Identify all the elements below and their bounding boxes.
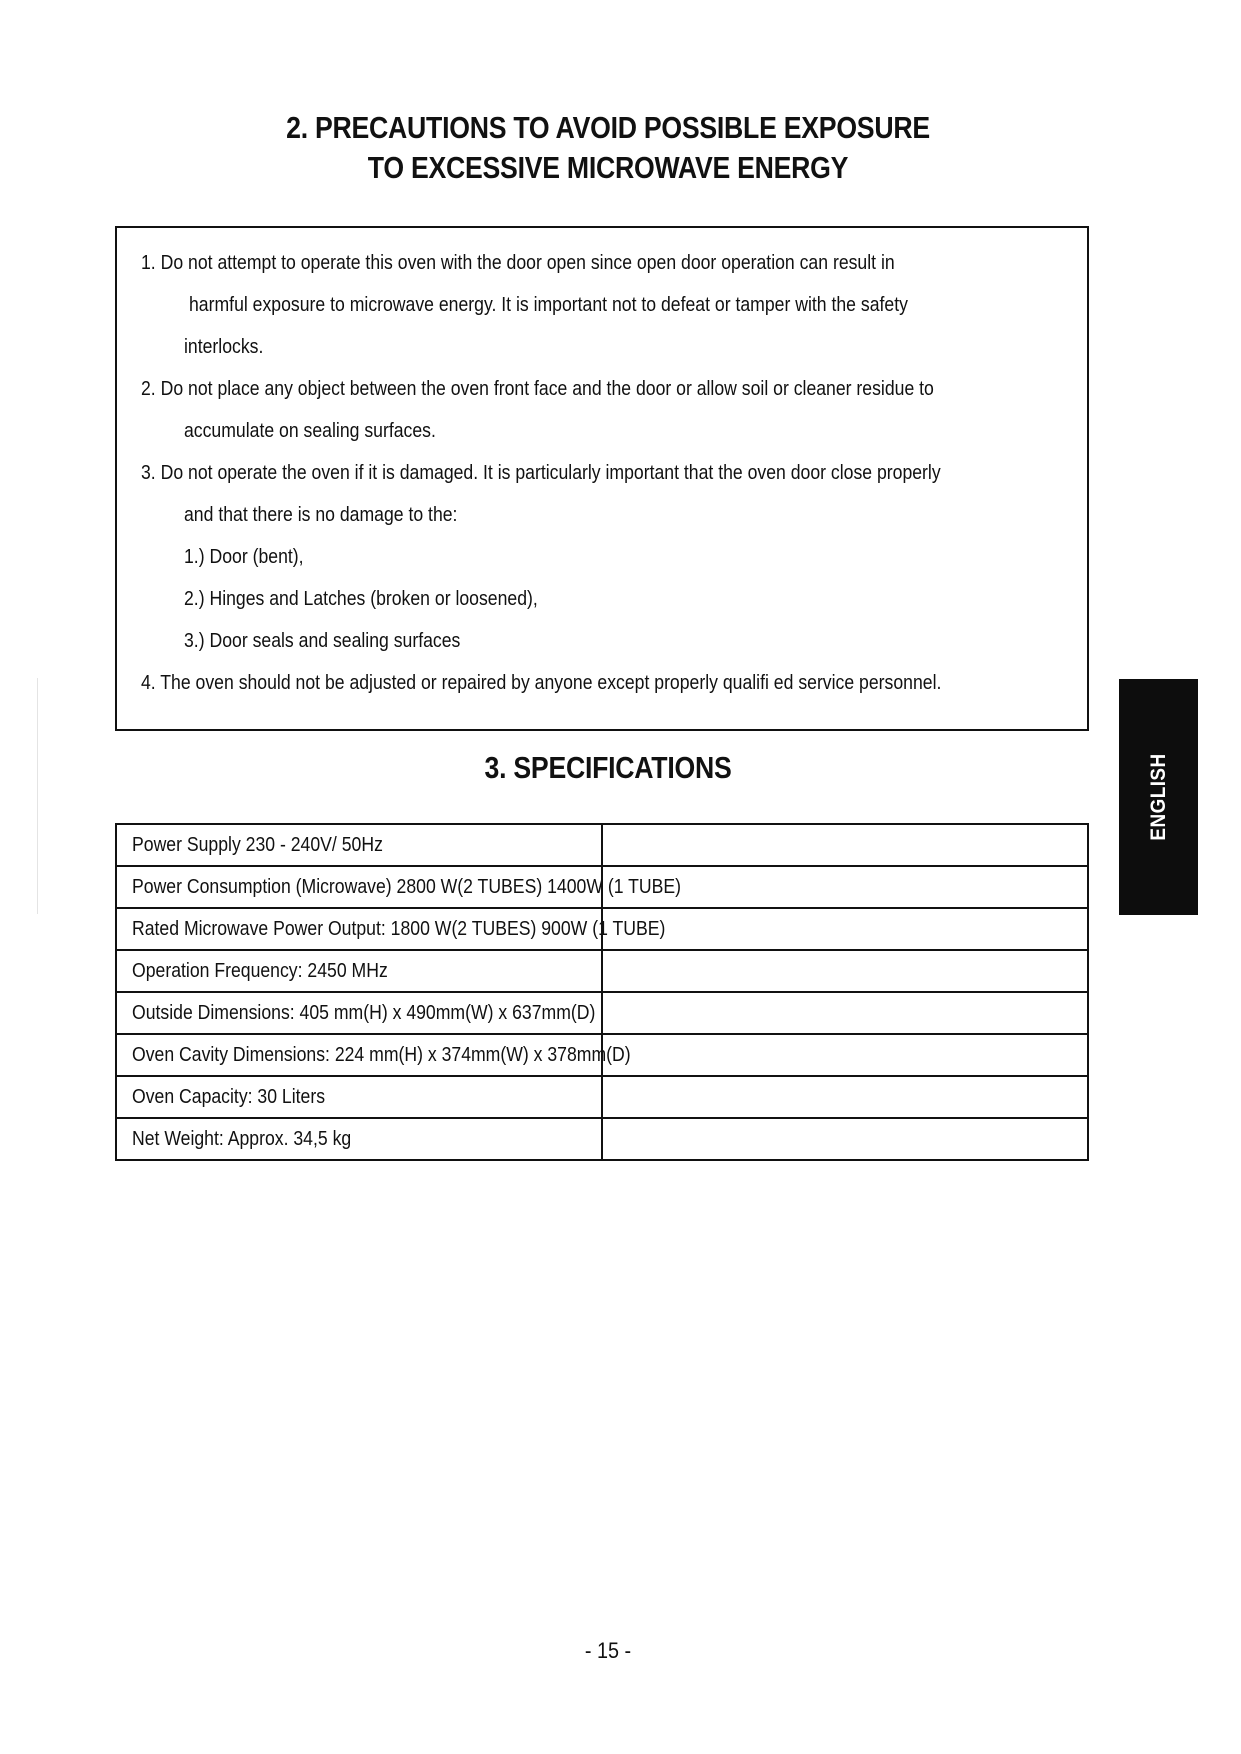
table-row <box>116 866 1088 908</box>
table-row <box>116 1118 1088 1160</box>
spec-cell <box>116 1118 602 1160</box>
precaution-line: 3. Do not operate the oven if it is damaged. It is particularly important that the oven door close properly <box>141 461 941 484</box>
spec-text: Rated Microwave Power Output: 1800 W(2 TUBES) 900W (1 TUBE) <box>132 917 666 940</box>
spec-cell <box>116 824 602 866</box>
spec-text: Oven Capacity: 30 Liters <box>132 1085 326 1108</box>
specifications-table <box>115 823 1089 1161</box>
margin-rule <box>37 678 38 914</box>
precaution-subitem: 1.) Door (bent), <box>184 545 304 568</box>
table-row <box>116 1034 1088 1076</box>
spec-empty-cell <box>602 1076 1088 1118</box>
precaution-subitem: 2.) Hinges and Latches (broken or loosened), <box>184 587 538 610</box>
spec-text: Power Supply 230 - 240V/ 50Hz <box>132 833 383 856</box>
table-row <box>116 824 1088 866</box>
precaution-line: 1. Do not attempt to operate this oven with the door open since open door operation can result in <box>141 251 895 274</box>
precaution-line: 4. The oven should not be adjusted or repaired by anyone except properly qualifi ed service personnel. <box>141 671 942 694</box>
table-row <box>116 950 1088 992</box>
spec-text: Net Weight: Approx. 34,5 kg <box>132 1127 352 1150</box>
spec-cell <box>116 992 602 1034</box>
table-row <box>116 908 1088 950</box>
spec-empty-cell <box>602 824 1088 866</box>
spec-text: Operation Frequency: 2450 MHz <box>132 959 388 982</box>
precaution-line: interlocks. <box>184 335 264 358</box>
spec-empty-cell <box>602 908 1088 950</box>
spec-empty-cell <box>602 1034 1088 1076</box>
spec-cell <box>116 950 602 992</box>
spec-text: Outside Dimensions: 405 mm(H) x 490mm(W) x 637mm(D) <box>132 1001 596 1024</box>
section-2-title-line-2: TO EXCESSIVE MICROWAVE ENERGY <box>367 150 849 185</box>
spec-empty-cell <box>602 992 1088 1034</box>
spec-cell <box>116 908 666 950</box>
section-2-title-line-1: 2. PRECAUTIONS TO AVOID POSSIBLE EXPOSURE <box>286 110 930 145</box>
spec-empty-cell <box>602 1118 1088 1160</box>
precaution-line: harmful exposure to microwave energy. It is important not to defeat or tamper with the safety <box>189 293 908 316</box>
language-tab <box>1119 679 1198 915</box>
precautions-box <box>115 226 1089 731</box>
precaution-line: accumulate on sealing surfaces. <box>184 419 436 442</box>
spec-text: Power Consumption (Microwave) 2800 W(2 TUBES) 1400W (1 TUBE) <box>132 875 682 898</box>
page-number: - 15 - <box>584 1638 632 1663</box>
table-row <box>116 992 1088 1034</box>
precaution-line: 2. Do not place any object between the oven front face and the door or allow soil or cleaner residue to <box>141 377 934 400</box>
precaution-subitem: 3.) Door seals and sealing surfaces <box>184 629 461 652</box>
section-3-title: 3. SPECIFICATIONS <box>484 750 732 785</box>
spec-empty-cell <box>602 950 1088 992</box>
precaution-line: and that there is no damage to the: <box>184 503 458 526</box>
spec-cell <box>116 1076 602 1118</box>
spec-cell <box>116 1034 631 1076</box>
language-tab-label: ENGLISH <box>1146 753 1170 841</box>
spec-text: Oven Cavity Dimensions: 224 mm(H) x 374mm(W) x 378mm(D) <box>132 1043 631 1066</box>
spec-cell <box>116 866 682 908</box>
table-row <box>116 1076 1088 1118</box>
